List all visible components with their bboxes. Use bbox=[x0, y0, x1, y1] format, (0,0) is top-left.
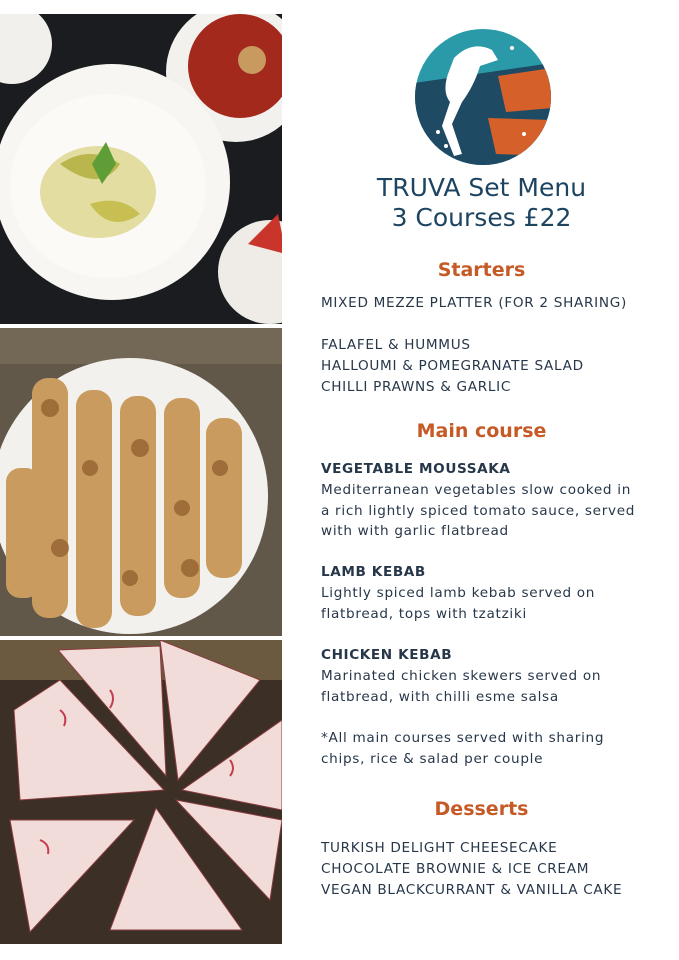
starter-item: HALLOUMI & POMEGRANATE SALAD bbox=[321, 358, 584, 374]
dessert-item: VEGAN BLACKCURRANT & VANILLA CAKE bbox=[321, 882, 623, 898]
dessert-item: CHOCOLATE BROWNIE & ICE CREAM bbox=[321, 861, 590, 877]
dish-description: Mediterranean vegetables slow cooked in bbox=[321, 482, 632, 498]
starter-item: CHILLI PRAWNS & GARLIC bbox=[321, 379, 512, 395]
starter-item: FALAFEL & HUMMUS bbox=[321, 337, 471, 353]
starter-item: MIXED MEZZE PLATTER (FOR 2 SHARING) bbox=[321, 295, 627, 311]
photo-column bbox=[0, 14, 282, 944]
main-course-note: *All main courses served with sharing bbox=[321, 730, 605, 746]
dish-description: flatbread, tops with tzatziki bbox=[321, 606, 527, 622]
dish-name: LAMB KEBAB bbox=[321, 564, 426, 580]
dish-description: with with garlic flatbread bbox=[321, 523, 509, 539]
photo-dip-bowl bbox=[0, 14, 282, 324]
heading-starters: Starters bbox=[437, 259, 526, 281]
heading-desserts: Desserts bbox=[434, 798, 529, 820]
menu-title: TRUVA Set Menu bbox=[376, 173, 587, 202]
menu-price: 3 Courses £22 bbox=[391, 203, 572, 232]
dish-description: a rich lightly spiced tomato sauce, served bbox=[321, 503, 636, 519]
dish-name: CHICKEN KEBAB bbox=[321, 647, 453, 663]
dish-description: Lightly spiced lamb kebab served on bbox=[321, 585, 596, 601]
dish-description: flatbread, with chilli esme salsa bbox=[321, 689, 559, 705]
photo-cheesecake bbox=[0, 640, 282, 944]
truva-horse-logo bbox=[414, 28, 552, 166]
dessert-item: TURKISH DELIGHT CHEESECAKE bbox=[321, 840, 558, 856]
photo-chicken-skewers bbox=[0, 328, 282, 636]
main-course-note: chips, rice & salad per couple bbox=[321, 751, 544, 767]
menu-panel bbox=[284, 0, 679, 960]
heading-main-course: Main course bbox=[416, 420, 547, 442]
dish-description: Marinated chicken skewers served on bbox=[321, 668, 602, 684]
dish-name: VEGETABLE MOUSSAKA bbox=[321, 461, 511, 477]
